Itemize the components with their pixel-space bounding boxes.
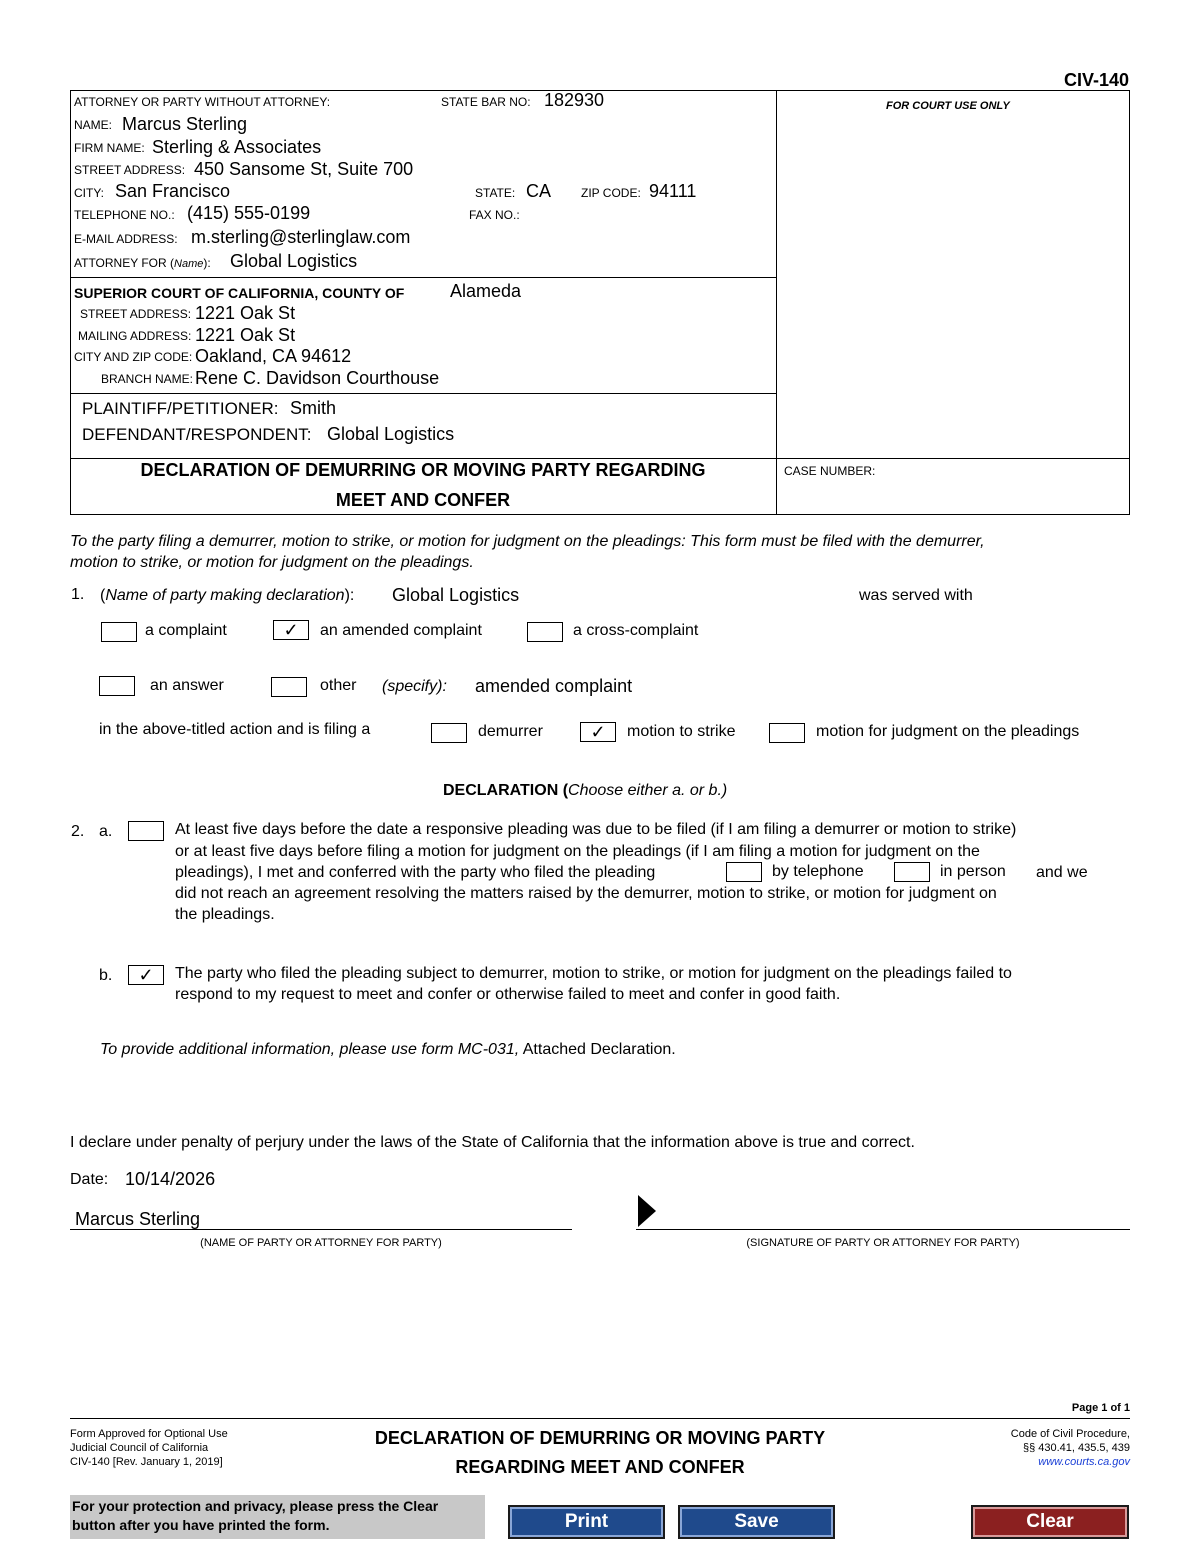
state-field[interactable]: CA: [526, 181, 552, 201]
item2a-line4: did not reach an agreement resolving the matters raised by the demurrer, motion to strike, or motion for judgment on: [175, 885, 997, 902]
in-person-label: in person: [940, 863, 1006, 880]
save-button[interactable]: Save: [678, 1505, 835, 1539]
amended-complaint-label: an amended complaint: [320, 622, 482, 639]
attorney-for-label: ATTORNEY FOR (Name):: [74, 256, 211, 270]
and-we-text: and we: [1036, 864, 1088, 881]
motion-judgment-checkbox[interactable]: [769, 723, 805, 743]
case-number-field[interactable]: [784, 482, 1124, 508]
complaint-checkbox[interactable]: [101, 622, 137, 642]
name-label: NAME:: [74, 118, 113, 132]
telephone-checkbox[interactable]: [726, 862, 762, 882]
footer-right-2: §§ 430.41, 435.5, 439: [1022, 1442, 1130, 1454]
party-name-field[interactable]: Global Logistics: [392, 585, 520, 605]
cross-complaint-checkbox[interactable]: [527, 622, 563, 642]
city-zip-field[interactable]: Oakland, CA 94612: [195, 346, 352, 366]
zip-field[interactable]: 94111: [649, 181, 697, 201]
cross-complaint-label: a cross-complaint: [573, 622, 699, 639]
perjury-statement: I declare under penalty of perjury under the laws of the State of California that the information above is true and correct.: [70, 1134, 915, 1151]
demurrer-label: demurrer: [478, 723, 543, 740]
item2a-label: a.: [99, 823, 113, 840]
instructions-line1: To the party filing a demurrer, motion to strike, or motion for judgment on the pleadings: This form must be filed with the demurrer,: [70, 533, 985, 550]
plaintiff-field[interactable]: Smith: [290, 398, 337, 418]
form-title-line2: MEET AND CONFER: [335, 490, 511, 510]
mailing-label: MAILING ADDRESS:: [78, 329, 192, 343]
demurrer-checkbox[interactable]: [431, 723, 467, 743]
complaint-label: a complaint: [145, 622, 227, 639]
motion-judgment-label: motion for judgment on the pleadings: [816, 723, 1080, 740]
clear-button[interactable]: Clear: [971, 1505, 1129, 1539]
city-label: CITY:: [74, 186, 105, 200]
answer-checkbox[interactable]: [99, 676, 135, 696]
item2b-line2: respond to my request to meet and confer or otherwise failed to meet and confer in good faith.: [175, 986, 841, 1003]
item1-label: (Name of party making declaration):: [100, 587, 355, 604]
other-checkbox[interactable]: [271, 677, 307, 697]
privacy-notice: [70, 1495, 485, 1539]
item2a-line5: the pleadings.: [175, 906, 275, 923]
print-button[interactable]: Print: [508, 1505, 665, 1539]
mailing-field[interactable]: 1221 Oak St: [195, 325, 296, 345]
signature-field[interactable]: [660, 1198, 1120, 1228]
city-field[interactable]: San Francisco: [115, 181, 231, 201]
email-field[interactable]: m.sterling@sterlinglaw.com: [191, 227, 411, 247]
instructions-line2: motion to strike, or motion for judgment on the pleadings.: [70, 554, 474, 571]
state-bar-field[interactable]: 182930: [544, 90, 605, 110]
attorney-label: ATTORNEY OR PARTY WITHOUT ATTORNEY:: [74, 95, 331, 109]
court-street-field[interactable]: 1221 Oak St: [195, 303, 296, 323]
served-text: was served with: [859, 587, 973, 604]
signature-arrow-icon: [638, 1195, 656, 1227]
plaintiff-label: PLAINTIFF/PETITIONER:: [82, 399, 279, 418]
city-zip-label: CITY AND ZIP CODE:: [74, 350, 193, 364]
motion-strike-label: motion to strike: [627, 723, 736, 740]
signature-caption: (SIGNATURE OF PARTY OR ATTORNEY FOR PARTY): [746, 1237, 1020, 1249]
zip-label: ZIP CODE:: [581, 186, 641, 200]
phone-field[interactable]: (415) 555-0199: [187, 203, 311, 223]
item2a-line2: or at least five days before filing a motion for judgment on the pleadings (if I am filing a motion for judgment on the: [175, 843, 980, 860]
name-field[interactable]: Marcus Sterling: [122, 114, 248, 134]
footer-left-3: CIV-140 [Rev. January 1, 2019]: [70, 1456, 223, 1468]
county-field[interactable]: Alameda: [450, 281, 522, 301]
footer-title-2: REGARDING MEET AND CONFER: [455, 1457, 745, 1477]
item2a-line3: pleadings), I met and conferred with the party who filed the pleading: [175, 864, 656, 881]
form-id: CIV-140: [1063, 70, 1129, 90]
attorney-for-field[interactable]: Global Logistics: [230, 251, 358, 271]
signature-line: [636, 1229, 1130, 1230]
defendant-label: DEFENDANT/RESPONDENT:: [82, 425, 312, 444]
other-label: other: [320, 677, 357, 694]
item2b-label: b.: [99, 967, 113, 984]
state-label: STATE:: [475, 186, 516, 200]
footer-left-2: Judicial Council of California: [70, 1442, 209, 1454]
form-title-line1: DECLARATION OF DEMURRING OR MOVING PARTY REGARDING: [140, 460, 706, 480]
fax-field[interactable]: [530, 203, 730, 223]
motion-strike-checkbox[interactable]: ✓: [580, 722, 616, 742]
court-use-label: FOR COURT USE ONLY: [886, 100, 1010, 112]
declaration-heading: DECLARATION (Choose either a. or b.): [443, 782, 728, 799]
in-person-checkbox[interactable]: [894, 862, 930, 882]
signer-name-field[interactable]: Marcus Sterling: [75, 1209, 201, 1229]
phone-label: TELEPHONE NO.:: [74, 208, 175, 222]
date-field[interactable]: 10/14/2026: [125, 1169, 216, 1189]
defendant-field[interactable]: Global Logistics: [327, 424, 455, 444]
footer-title-1: DECLARATION OF DEMURRING OR MOVING PARTY: [374, 1428, 826, 1448]
item2b-line1: The party who filed the pleading subject to demurrer, motion to strike, or motion for judgment on the pleadings failed to: [175, 965, 1012, 982]
name-line: [70, 1229, 572, 1230]
amended-complaint-checkbox[interactable]: ✓: [273, 620, 309, 640]
specify-label: (specify):: [382, 678, 447, 695]
branch-field[interactable]: Rene C. Davidson Courthouse: [195, 368, 440, 388]
telephone-label: by telephone: [772, 863, 864, 880]
court-street-label: STREET ADDRESS:: [80, 307, 192, 321]
branch-label: BRANCH NAME:: [101, 372, 194, 386]
court-label: SUPERIOR COURT OF CALIFORNIA, COUNTY OF: [74, 285, 405, 301]
item2-number: 2.: [71, 823, 85, 840]
name-caption: (NAME OF PARTY OR ATTORNEY FOR PARTY): [200, 1237, 442, 1249]
additional-info: To provide additional information, please use form MC-031, Attached Declaration.: [100, 1041, 676, 1058]
privacy-line-2: button after you have printed the form.: [72, 1517, 330, 1533]
footer-left-1: Form Approved for Optional Use: [70, 1428, 228, 1440]
privacy-line-1: For your protection and privacy, please press the Clear: [72, 1498, 439, 1514]
item2a-checkbox[interactable]: [128, 821, 164, 841]
firm-field[interactable]: Sterling & Associates: [152, 137, 322, 157]
answer-label: an answer: [150, 677, 224, 694]
fax-label: FAX NO.:: [469, 208, 520, 222]
item2a-line1: At least five days before the date a responsive pleading was due to be filed (if I am filing a demurrer or motion to strike): [175, 821, 1017, 838]
courts-link[interactable]: www.courts.ca.gov: [1038, 1456, 1130, 1468]
street-field[interactable]: 450 Sansome St, Suite 700: [194, 159, 414, 179]
date-label: Date:: [70, 1171, 109, 1188]
firm-label: FIRM NAME:: [74, 141, 145, 155]
item1-number: 1.: [71, 586, 85, 603]
street-label: STREET ADDRESS:: [74, 163, 186, 177]
specify-field[interactable]: amended complaint: [475, 676, 633, 696]
page-number: Page 1 of 1: [1071, 1402, 1130, 1414]
footer-right-1: Code of Civil Procedure,: [1010, 1428, 1130, 1440]
item2b-checkbox[interactable]: ✓: [128, 965, 164, 985]
email-label: E-MAIL ADDRESS:: [74, 232, 178, 246]
case-number-label: CASE NUMBER:: [784, 464, 876, 478]
state-bar-label: STATE BAR NO:: [441, 95, 531, 109]
filing-text: in the above-titled action and is filing a: [99, 721, 371, 738]
